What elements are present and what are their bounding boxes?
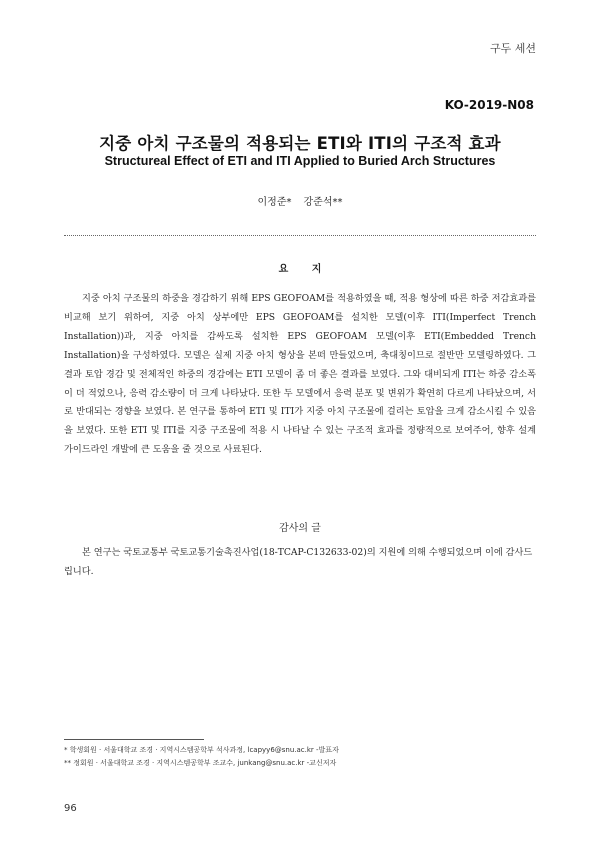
page-number: 96 — [64, 803, 77, 814]
footnotes — [64, 744, 544, 769]
title-korean: 지중 아치 구조물의 적용되는 ETI와 ITI의 구조적 효과 — [99, 134, 501, 153]
author-1: 이정준* — [257, 197, 292, 208]
footnote-2: ** 정회원 · 서울대학교 조경 · 지역시스템공학부 조교수, junkang@snu.ac.kr -교신저자 — [64, 758, 337, 767]
abstract-heading: 요 지 — [278, 264, 332, 275]
footnote-1: * 학생회원 · 서울대학교 조경 · 지역시스템공학부 석사과정, lcapyy6@snu.ac.kr -발표자 — [64, 746, 339, 754]
abstract-body: 지중 아치 구조물의 하중을 경감하기 위해 EPS GEOFOAM를 적용하였을 때, 적용 형상에 따른 하중 저감효과를 비교해 보기 위하여, 지중 아치 상부에만 EPS GEOFOAM를 설치한 모델(이후 ITI(Imperfect Trench Installation))과, 지중 아치를 감싸도록 설치한 EPS GEOFOAM 모델(이후 ETI(Embedded Trench Installation)을 구성하였다. 모델은 실제 지중 아치 형상을 본떠 만들었으며, 축대칭이므로 절반만 모델링하였다. 그 결과 토압 경감 및 전체적인 하중의 경감에는 ETI 모델이 좀 더 좋은 결과를 보였다. 그와 대비되게 ITI는 하중 감소폭이 더 적었으나, 응력 감소량이 더 크게 나타났다. 또한 두 모델에서 응력 분포 및 변위가 확연히 다르게 나타났으며, 서로 반대되는 경향을 보였다. 본 연구를 통하여 ETI 및 ITI가 지중 아치 구조물에 걸리는 토압을 크게 감소시킬 수 있음을 보였다. 또한 ETI 및 ITI를 지중 구조물에 적용 시 나타날 수 있는 구조적 효과를 정량적으로 보여주어, 향후 설계 가이드라인 개발에 큰 도움을 줄 것으로 사료된다. — [64, 293, 536, 456]
session-label: 구두 세션 — [489, 42, 536, 55]
author-2: 강준석** — [303, 197, 343, 208]
title-english: Structureal Effect of ETI and ITI Applied to Buried Arch Structures — [104, 154, 496, 168]
dotted-divider — [64, 235, 536, 236]
paper-code: KO-2019-N08 — [444, 98, 534, 112]
author-list — [0, 193, 600, 208]
footnote-rule — [64, 739, 204, 740]
acknowledgement-body: 본 연구는 국토교통부 국토교통기술촉진사업(18-TCAP-C132633-02)의 지원에 의해 수행되었으며 이에 감사드립니다. — [64, 547, 533, 577]
acknowledgement-heading: 감사의 글 — [279, 523, 321, 534]
